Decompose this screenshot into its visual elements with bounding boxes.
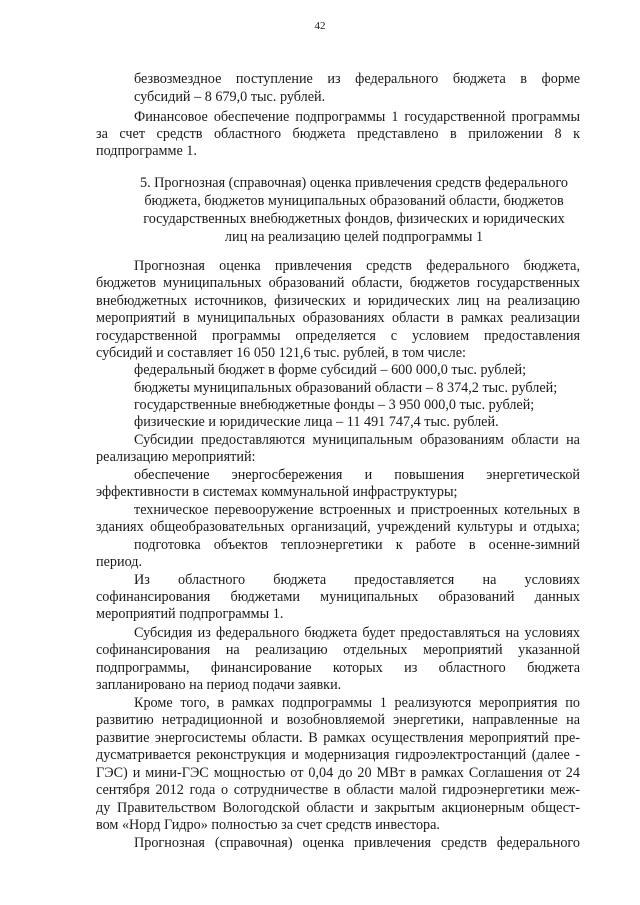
paragraph-line: субсидий и составляет 16 050 121,6 тыс. рублей, в том числе: [96,345,466,361]
paragraph-line: ду Правительством Вологодской области и закрытым акционерным общест- [96,800,580,816]
paragraph-line: вом «Норд Гидро» полностью за счет средств инвестора. [96,817,440,833]
paragraph-line: физические и юридические лица – 11 491 747,4 тыс. рублей. [134,414,499,430]
paragraph-line: запланировано на период подачи заявки. [96,677,342,693]
paragraph-line: Из областного бюджета предоставляется на условиях [134,572,580,588]
paragraph-line: дусматривается реконструкция и модернизация гидроэлектростанций (далее - [96,747,580,763]
section-heading-line: 5. Прогнозная (справочная) оценка привлечения средств федерального [139,175,569,191]
paragraph-line: эффективности в системах коммунальной инфраструктуры; [96,484,458,500]
paragraph-line: развитию нетрадиционной и возобновляемой энергетики, направленные на [96,712,580,728]
section-heading-line: лиц на реализацию целей подпрограммы 1 [224,229,484,245]
paragraph-line: софинансирования на реализацию отдельных мероприятий указанной [96,642,580,658]
paragraph-line: развитие энергосистемы области. В рамках осуществления мероприятий пре- [96,730,580,746]
paragraph-line: федеральный бюджет в форме субсидий – 600 000,0 тыс. рублей; [134,362,527,378]
paragraph-line: подпрограммы, финансирование которых из областного бюджета [96,660,580,676]
paragraph-line: государственной программы определяется с условием предоставления [96,328,580,344]
paragraph-line: реализацию мероприятий: [96,449,256,465]
paragraph-line: внебюджетных источников, физических и юридических лиц на реализацию [96,293,580,309]
paragraph-line: мероприятий в муниципальных образованиях области в рамках реализации [96,310,580,326]
paragraph-line: зданиях общеобразовательных организаций, учреждений культуры и отдыха; [96,519,580,535]
section-heading-line: бюджета, бюджетов муниципальных образований области, бюджетов [144,193,564,209]
paragraph-line: Субсидии предоставляются муниципальным образованиям области на [134,432,580,448]
paragraph-line: ГЭС) и мини-ГЭС мощностью от 0,04 до 20 МВт в рамках Соглашения от 24 [96,765,580,781]
paragraph-line: бюджетов муниципальных образований области, бюджетов государственных [96,275,580,291]
paragraph-line: субсидий – 8 679,0 тыс. рублей. [134,89,326,105]
paragraph-line: Прогнозная (справочная) оценка привлечения средств федерального [134,835,580,851]
paragraph-line: Финансовое обеспечение подпрограммы 1 государственной программы [134,109,580,125]
paragraph-line: государственные внебюджетные фонды – 3 950 000,0 тыс. рублей; [134,397,535,413]
paragraph-line: обеспечение энергосбережения и повышения энергетической [134,467,580,483]
paragraph-line: бюджеты муниципальных образований области – 8 374,2 тыс. рублей; [134,380,558,396]
paragraph-line: техническое перевооружение встроенных и пристроенных котельных в [134,502,580,518]
paragraph-line: подготовка объектов теплоэнергетики к работе в осенне-зимний [134,537,580,553]
paragraph-line: подпрограмме 1. [96,143,197,159]
paragraph-line: Кроме того, в рамках подпрограммы 1 реализуются мероприятия по [134,695,580,711]
section-heading-line: государственных внебюджетных фондов, физических и юридических [143,211,565,227]
page-number: 42 [314,20,326,32]
paragraph-line: сентября 2012 года о сотрудничестве в области малой гидроэнергетики меж- [96,782,580,798]
paragraph-line: период. [96,554,143,570]
paragraph-line: мероприятий подпрограммы 1. [96,606,284,622]
paragraph-line: Субсидия из федерального бюджета будет предоставляться на условиях [134,625,580,641]
paragraph-line: софинансирования бюджетами муниципальных образований данных [96,589,580,605]
paragraph-line: Прогнозная оценка привлечения средств федерального бюджета, [134,258,580,274]
paragraph-line: за счет средств областного бюджета представлено в приложении 8 к [96,126,580,142]
paragraph-line: безвозмездное поступление из федерального бюджета в форме [134,71,580,87]
